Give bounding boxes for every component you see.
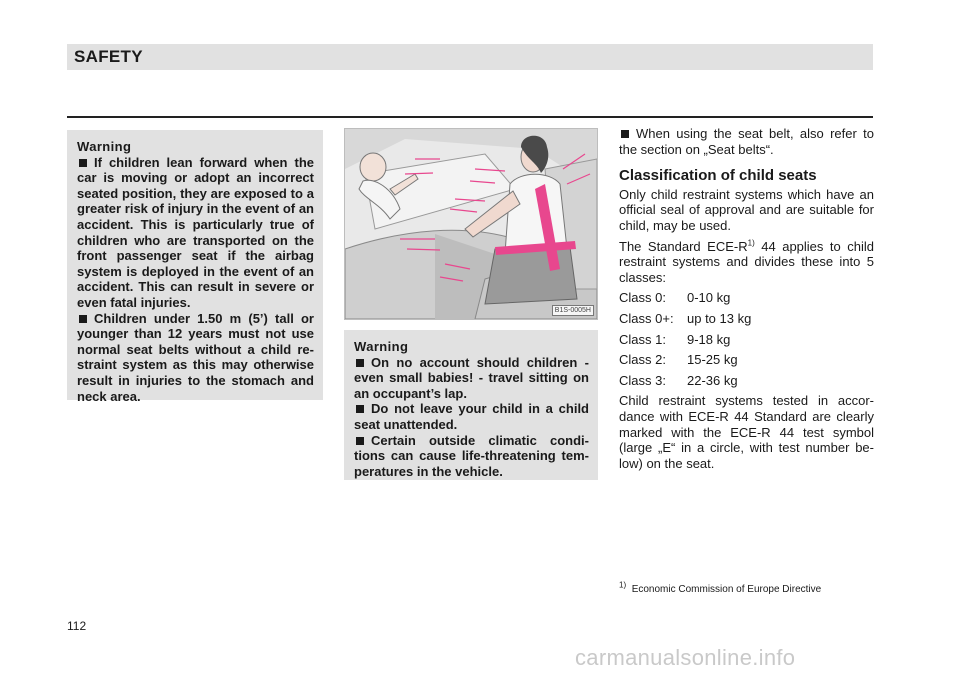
warning-heading: Warning [77,139,132,154]
class-row: Class 3: 22-36 kg [619,372,738,388]
warning-item: Certain outside climatic condi-tions can cause life-threatening tem-peratures in the vehicle. [354,432,589,479]
car-interior-drawing [345,129,597,319]
footnote: $^{1)}$ Economic Commission of Europe Directive [619,580,822,595]
warning-item: If children lean forward when the car is moving or adopt an incorrect seated position, they are exposed to a greater risk of injury in the event of an accident. This is particularly true of children who are transported on the front passenger seat if the airbag system is deployed in the event of an accident. This can result in severe or even fatal injuries. [77,154,314,310]
bullet-square-icon [79,315,87,323]
bullet-square-icon [79,159,87,167]
bullet-square-icon [356,405,364,413]
warning-box-left [67,130,323,404]
class-row: Class 0+: up to 13 kg [619,310,752,326]
bullet-square-icon [356,437,364,445]
paragraph: Child restraint systems tested in accor-dance with ECE-R 44 Standard are clearly marked with the ECE-R 44 test symbol (large „E“ in a circle, with test number be-low) on the seat. [619,393,874,471]
child-safety-illustration [344,128,598,320]
seat-belt-reference: When using the seat belt, also refer to the section on „Seat belts“. [619,126,874,157]
class-row: Class 1: 9-18 kg [619,331,731,347]
right-column-text [619,126,874,471]
warning-box-middle [344,330,598,480]
class-row: Class 0: 0-10 kg [619,290,731,306]
warning-heading: Warning [354,339,409,354]
section-header-bar [67,44,873,70]
paragraph: Only child restraint systems which have an official seal of approval and are suitable for child, may be used. [619,186,874,233]
class-row: Class 2: 15-25 kg [619,352,738,368]
bullet-square-icon [621,130,629,138]
bullet-square-icon [356,359,364,367]
warning-item: Children under 1.50 m (5’) tall or younger than 12 years must not use normal seat belts without a child re-straint system as this may otherwise result in injuries to the stomach and neck area. [77,310,314,404]
paragraph: The Standard ECE-$R^{1)}$ 44 applies to child restraint systems and divides these into 5 classes: [619,238,874,285]
page-number: 112 [67,619,87,633]
section-title: SAFETY [74,47,143,66]
figure-code: B1S-0005H [552,305,594,316]
warning-item: Do not leave your child in a child seat unattended. [354,401,589,432]
watermark: carmanualsonline.info [575,645,796,670]
section-heading: Classification of child seats [619,167,817,185]
footnote-marker: 1) [619,580,627,590]
warning-item: On no account should children - even small babies! - travel sitting on an occupant’s lap. [354,354,589,401]
footnote-marker: 1) [747,238,755,248]
header-rule [67,116,873,118]
